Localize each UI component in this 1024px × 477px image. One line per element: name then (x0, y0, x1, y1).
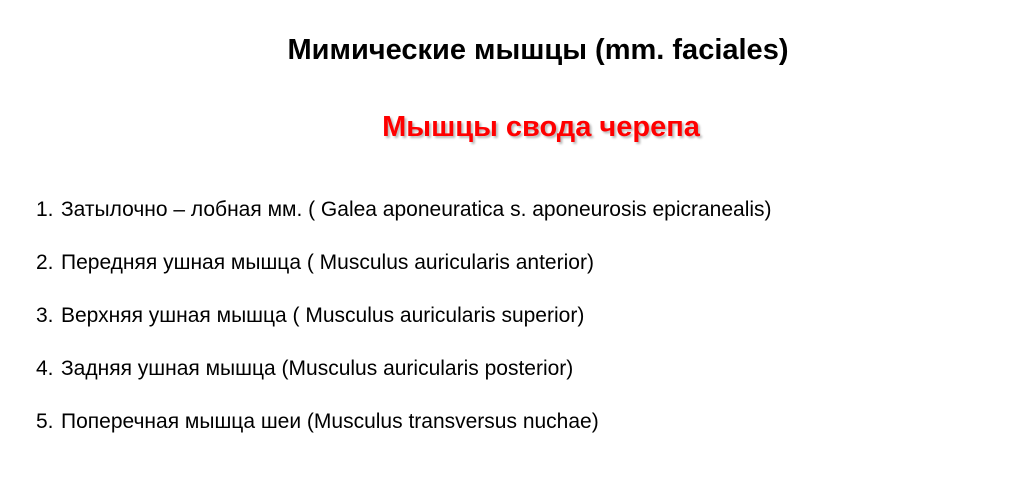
list-item-text: Затылочно – лобная мм. ( Galea aponeuratica s. aponeurosis epicranealis) (61, 198, 772, 221)
list-item (36, 408, 772, 461)
muscle-list (36, 196, 772, 461)
list-item (36, 355, 772, 408)
slide-title: Мимические мышцы (mm. faciales) (287, 34, 789, 66)
list-item-number: 1. (36, 198, 54, 221)
list-item-text: Поперечная мышца шеи (Musculus transversus nuchae) (61, 410, 599, 433)
list-item-number: 5. (36, 410, 54, 433)
slide-subtitle: Мышцы свода черепа (382, 111, 700, 143)
list-item-text: Задняя ушная мышца (Musculus auricularis posterior) (61, 357, 574, 380)
list-item-number: 4. (36, 357, 54, 380)
list-item (36, 302, 772, 355)
list-item-number: 2. (36, 251, 54, 274)
list-item-number: 3. (36, 304, 54, 327)
list-item (36, 196, 772, 249)
list-item (36, 249, 772, 302)
list-item-text: Передняя ушная мышца ( Musculus auricularis anterior) (61, 251, 594, 274)
list-item-text: Верхняя ушная мышца ( Musculus auricularis superior) (61, 304, 585, 327)
